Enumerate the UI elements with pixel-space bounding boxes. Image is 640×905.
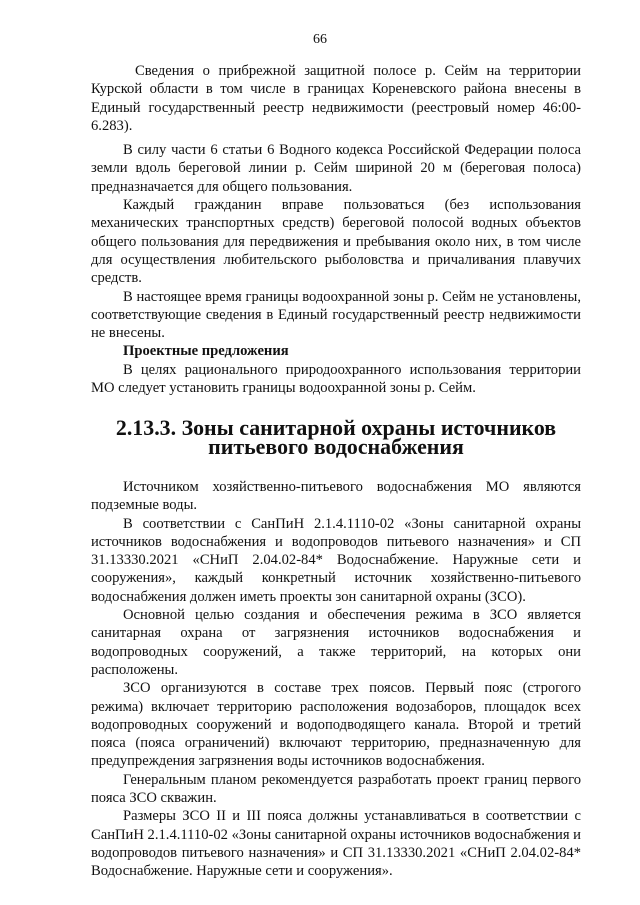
page-number: 66 [313,32,327,47]
paragraph-protection-zone-status: В настоящее время границы водоохранной зоны р. Сейм не установлены, соответствующие сведения в Единый государственный реестр недвижимости не внесены. [91,288,581,342]
paragraph-zso-sizes: Размеры ЗСО II и III пояса должны устанавливаться в соответствии с СанПиН 2.1.4.1110-02 «Зоны санитарной охраны источников водоснабжения и водопроводов питьевого назначения» и СП 31.13330.2021 «СНиП 2.04.02-84* Водоснабжение. Наружные сети и сооружения». [91,808,581,880]
section-heading [91,415,581,459]
paragraph-zso-purpose: Основной целью создания и обеспечения режима в ЗСО является санитарная охрана от загрязнения источников водоснабжения и водопроводных сооружений, а также территорий, на которых они расположены. [91,607,581,678]
paragraph-proposals: В целях рационального природоохранного использования территории МО следует установить границы водоохранной зоны р. Сейм. [91,361,581,397]
paragraph-zso-belts: ЗСО организуются в составе трех поясов. Первый пояс (строгого режима) включает территорию расположения водозаборов, площадок всех водопроводных сооружений и водоподводящего канала. Второй и третий пояса (пояса ограничений) включают территорию, предназначенную для предупреждения загрязнения воды источников водоснабжения. [91,680,581,770]
paragraph-coastal-strip-info: Сведения о прибрежной защитной полосе р. Сейм на территории Курской области в том числе в границах Кореневского района внесены в Единый государственный реестр недвижимости (реестровый номер 46:00-6.283). [91,63,581,134]
paragraph-water-code: В силу части 6 статьи 6 Водного кодекса Российской Федерации полоса земли вдоль береговой линии р. Сейм шириной 20 м (береговая полоса) предназначается для общего пользования. [91,142,581,195]
paragraph-sanpin-requirements: В соответствии с СанПиН 2.1.4.1110-02 «Зоны санитарной охраны источников водоснабжения и водопроводов питьевого назначения» и СП 31.13330.2021 «СНиП 2.04.02-84* Водоснабжение. Наружные сети и сооружения», каждый конкретный источник хозяйственно-питьевого водоснабжения должен иметь проекты зон санитарной охраны (ЗСО). [91,515,581,605]
document-body [91,62,581,880]
paragraph-water-source: Источником хозяйственно-питьевого водоснабжения МО являются подземные воды. [91,478,581,514]
section-title-line-2: питьевого водоснабжения [208,433,464,459]
paragraph-general-plan-recommendation: Генеральным планом рекомендуется разработать проект границ первого пояса ЗСО скважин. [91,771,581,806]
paragraph-citizen-rights: Каждый гражданин вправе пользоваться (без использования механических транспортных средств) береговой полосой водных объектов общего пользования для передвижения и пребывания около них, в том числе для осуществления любительского рыболовства и причаливания плавучих средств. [91,197,581,287]
section-title-line-1: 2.13.3. Зоны санитарной охраны источников [115,415,557,441]
proposals-heading: Проектные предложения [123,343,289,360]
